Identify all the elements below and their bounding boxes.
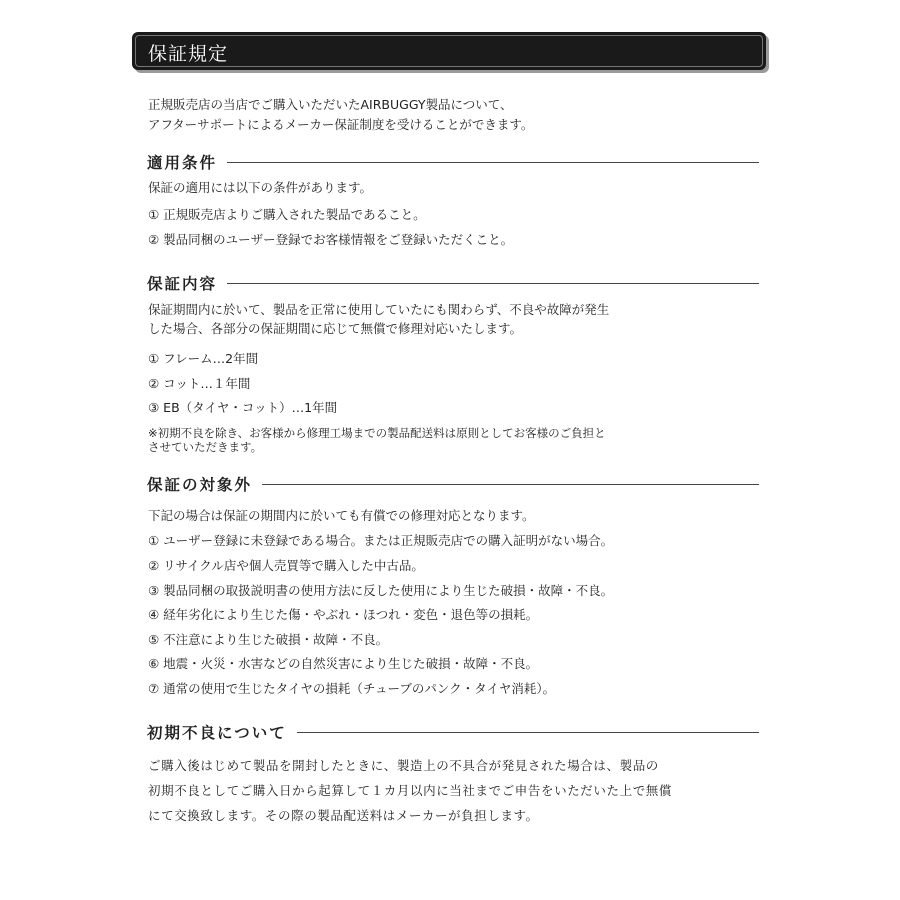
list-item: ③ EB（タイヤ・コット）…1年間 [148, 400, 338, 415]
heading-rule [262, 484, 759, 485]
list-item: ⑤ 不注意により生じた破損・故障・不良。 [148, 632, 389, 647]
list-item: ② 製品同梱のユーザー登録でお客様情報をご登録いただくこと。 [148, 232, 514, 247]
section-heading-not-covered [147, 473, 759, 495]
section-text-line: 保証期間内に於いて、製品を正常に使用していたにも関わらず、不良や故障が発生 [148, 302, 610, 317]
title-bar-inner-border [135, 35, 763, 67]
list-item: ① フレーム…2年間 [148, 351, 259, 366]
section-heading-initial-defects [147, 721, 759, 743]
heading-rule [297, 732, 759, 733]
section-text-line: 保証の適用には以下の条件があります。 [148, 180, 373, 195]
page-title: 保証規定 [148, 43, 229, 65]
section-heading-text: 初期不良について [147, 724, 287, 742]
note-line: ※初期不良を除き、お客様から修理工場までの製品配送料は原則としてお客様のご負担と [148, 426, 606, 440]
section-heading-text: 保証内容 [147, 275, 218, 293]
section-heading-text: 適用条件 [147, 154, 218, 172]
intro-line: アフターサポートによるメーカー保証制度を受けることができます。 [148, 117, 534, 132]
section-heading-application-conditions [147, 151, 759, 173]
list-item: ② リサイクル店や個人売買等で購入した中古品。 [148, 558, 424, 573]
intro-text [148, 95, 533, 135]
section-heading-text: 保証の対象外 [147, 476, 253, 494]
list-item: ① 正規販売店よりご購入された製品であること。 [148, 207, 426, 222]
list-item: ② コット…１年間 [148, 376, 251, 391]
intro-line: 正規販売店の当店でご購入いただいたAIRBUGGY製品について、 [148, 97, 513, 112]
section-heading-warranty-contents [147, 272, 759, 294]
list-item: ① ユーザー登録に未登録である場合。または正規販売店での購入証明がない場合。 [148, 533, 614, 548]
section-text-line: ご購入後はじめて製品を開封したときに、製造上の不具合が発見された場合は、製品の [148, 758, 659, 773]
list-item: ③ 製品同梱の取扱説明書の使用方法に反した使用により生じた破損・故障・不良。 [148, 583, 614, 598]
list-item: ⑥ 地震・火災・水害などの自然災害により生じた破損・故障・不良。 [148, 656, 539, 671]
section-text-line: した場合、各部分の保証期間に応じて無償で修理対応いたします。 [148, 321, 523, 336]
section-text-line: 下記の場合は保証の期間内に於いても有償での修理対応となります。 [148, 508, 535, 523]
note-line: させていただきます。 [148, 440, 263, 454]
title-bar [132, 32, 766, 70]
heading-rule [227, 162, 759, 163]
heading-rule [227, 283, 759, 284]
section-text-line: にて交換致します。その際の製品配送料はメーカーが負担します。 [148, 808, 539, 823]
section-text-line: 初期不良としてご購入日から起算して１カ月以内に当社までご申告をいただいた上で無償 [148, 783, 673, 798]
list-item: ④ 経年劣化により生じた傷・やぶれ・ほつれ・変色・退色等の損耗。 [148, 607, 539, 622]
list-item: ⑦ 通常の使用で生じたタイヤの損耗（チューブのパンク・タイヤ消耗）。 [148, 681, 556, 696]
